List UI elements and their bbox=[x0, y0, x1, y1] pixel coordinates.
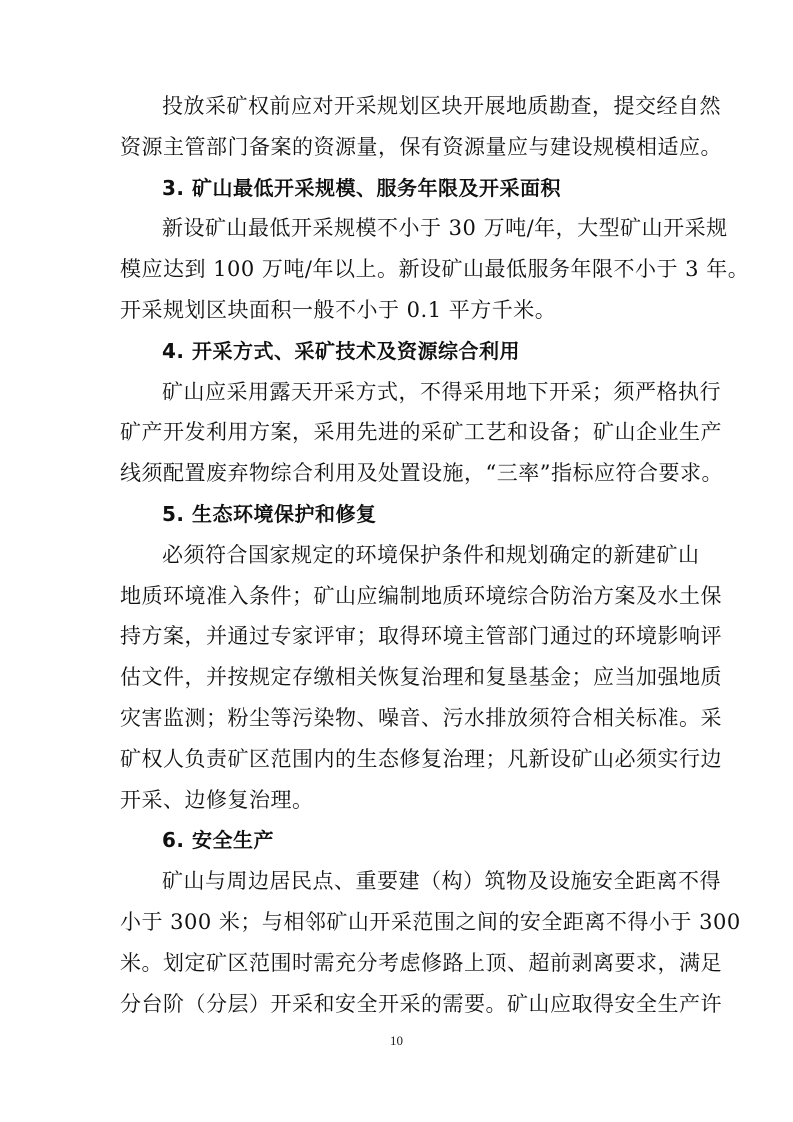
paragraph-line: 地质环境准入条件；矿山应编制地质环境综合防治方案及水土保 bbox=[120, 583, 722, 608]
paragraph-line: 灾害监测；粉尘等污染物、噪音、污水排放须符合相关标准。采 bbox=[120, 705, 722, 730]
paragraph-line: 估文件，并按规定存缴相关恢复治理和复垦基金；应当加强地质 bbox=[120, 665, 722, 690]
paragraph-line: 矿产开发利用方案，采用先进的采矿工艺和设备；矿山企业生产 bbox=[120, 420, 722, 445]
paragraph-line: 线须配置废弃物综合利用及处置设施，“三率”指标应符合要求。 bbox=[120, 461, 723, 486]
section-heading: 5. 生态环境保护和修复 bbox=[162, 501, 377, 526]
paragraph-line: 新设矿山最低开采规模不小于 30 万吨/年，大型矿山开采规 bbox=[162, 216, 728, 241]
paragraph-line: 小于 300 米；与相邻矿山开采范围之间的安全距离不得小于 300 bbox=[120, 909, 741, 934]
document-body bbox=[120, 86, 750, 1024]
paragraph-line: 分台阶（分层）开采和安全开采的需要。矿山应取得安全生产许 bbox=[120, 991, 722, 1016]
paragraph-line: 米。划定矿区范围时需充分考虑修路上顶、超前剥离要求，满足 bbox=[120, 950, 722, 975]
paragraph-line: 必须符合国家规定的环境保护条件和规划确定的新建矿山 bbox=[162, 542, 700, 567]
paragraph-line: 开采、边修复治理。 bbox=[120, 787, 314, 812]
page-number: 10 bbox=[390, 1033, 403, 1048]
paragraph-line: 矿山应采用露天开采方式，不得采用地下开采；须严格执行 bbox=[162, 379, 721, 404]
paragraph-line: 矿权人负责矿区范围内的生态修复治理；凡新设矿山必须实行边 bbox=[120, 746, 722, 771]
paragraph-line: 开采规划区块面积一般不小于 0.1 平方千米。 bbox=[120, 297, 557, 322]
paragraph-line: 持方案，并通过专家评审；取得环境主管部门通过的环境影响评 bbox=[120, 624, 722, 649]
section-heading: 3. 矿山最低开采规模、服务年限及开采面积 bbox=[162, 175, 561, 200]
paragraph-line: 模应达到 100 万吨/年以上。新设矿山最低服务年限不小于 3 年。 bbox=[120, 257, 750, 282]
paragraph-line: 投放采矿权前应对开采规划区块开展地质勘查，提交经自然 bbox=[162, 94, 721, 118]
paragraph-line: 资源主管部门备案的资源量，保有资源量应与建设规模相适应。 bbox=[120, 134, 722, 159]
paragraph-line: 矿山与周边居民点、重要建（构）筑物及设施安全距离不得 bbox=[162, 869, 721, 894]
section-heading: 4. 开采方式、采矿技术及资源综合利用 bbox=[162, 338, 520, 363]
section-heading: 6. 安全生产 bbox=[162, 828, 274, 853]
